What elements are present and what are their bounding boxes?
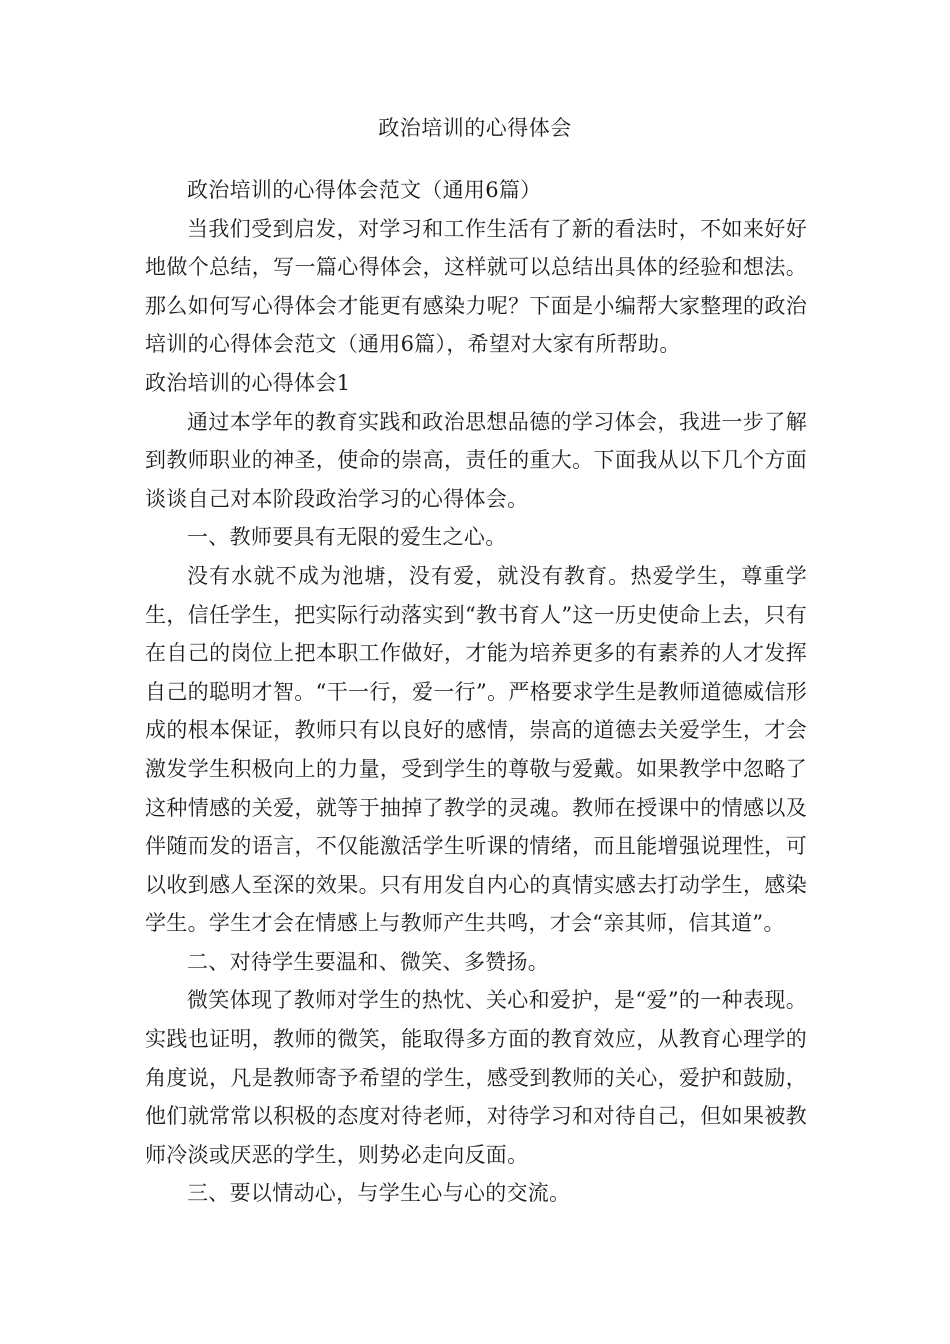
intro-paragraph: 当我们受到启发，对学习和工作生活有了新的看法时，不如来好好地做个总结，写一篇心得体会，这样就可以总结出具体的经验和想法。那么如何写心得体会才能更有感染力呢？下面是小编帮大家整理的政治培训的心得体会范文（通用6篇），希望对大家有所帮助。 (145, 216, 807, 357)
point-heading: 三、要以情动心，与学生心与心的交流。 (187, 1181, 571, 1206)
document-body (145, 171, 807, 1213)
section-heading: 政治培训的心得体会1 (145, 370, 351, 395)
point-heading: 一、教师要具有无限的爱生之心。 (187, 525, 507, 550)
point-heading: 二、对待学生要温和、微笑、多赞扬。 (187, 949, 550, 974)
body-paragraph: 微笑体现了教师对学生的热忱、关心和爱护，是“爱”的一种表现。实践也证明，教师的微笑，能取得多方面的教育效应，从教育心理学的角度说，凡是教师寄予希望的学生，感受到教师的关心，爱护和鼓励，他们就常常以积极的态度对待老师，对待学习和对待自己，但如果被教师冷淡或厌恶的学生，则势必走向反面。 (145, 988, 807, 1167)
body-paragraph: 没有水就不成为池塘，没有爱，就没有教育。热爱学生，尊重学生，信任学生，把实际行动落实到“教书育人”这一历史使命上去，只有在自己的岗位上把本职工作做好，才能为培养更多的有素养的人才发挥自己的聪明才智。“干一行，爱一行”。严格要求学生是教师道德威信形成的根本保证，教师只有以良好的感情，崇高的道德去关爱学生，才会激发学生积极向上的力量，受到学生的尊敬与爱戴。如果教学中忽略了这种情感的关爱，就等于抽掉了教学的灵魂。教师在授课中的情感以及伴随而发的语言，不仅能激活学生听课的情绪，而且能增强说理性，可以收到感人至深的效果。只有用发自内心的真情实感去打动学生，感染学生。学生才会在情感上与教师产生共鸣，才会“亲其师，信其道”。 (145, 563, 807, 936)
body-paragraph: 通过本学年的教育实践和政治思想品德的学习体会，我进一步了解到教师职业的神圣，使命的崇高，责任的重大。下面我从以下几个方面谈谈自己对本阶段政治学习的心得体会。 (145, 409, 807, 511)
document-title: 政治培训的心得体会 (378, 116, 572, 140)
subtitle-paragraph: 政治培训的心得体会范文（通用6篇） (187, 178, 542, 202)
